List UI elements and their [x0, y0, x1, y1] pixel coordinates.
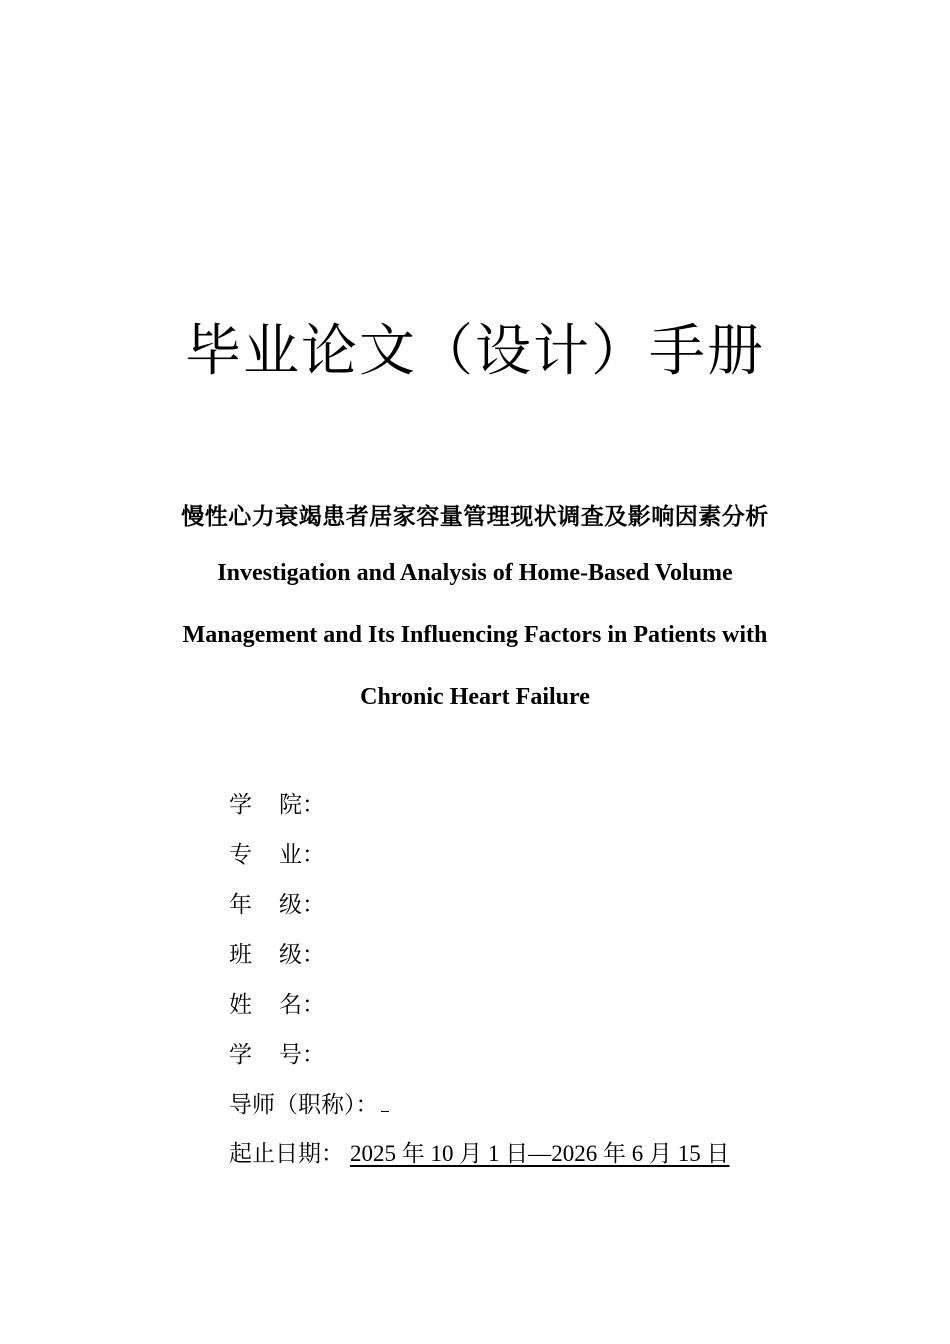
- english-title-line: Investigation and Analysis of Home-Based Volume: [217, 560, 733, 586]
- field-label: 名：: [279, 992, 325, 1018]
- field-label: 学: [229, 792, 252, 818]
- field-label: 级：: [279, 892, 325, 918]
- field-class: [229, 938, 325, 972]
- field-name: [229, 988, 325, 1022]
- field-college: [229, 788, 325, 822]
- advisor-underline: [381, 1091, 389, 1112]
- field-grade: [229, 888, 325, 922]
- main-title: 毕业论文（设计）手册: [185, 319, 765, 384]
- english-title-line: Management and Its Influencing Factors in Patients with: [182, 622, 768, 648]
- field-label: 级：: [279, 942, 325, 968]
- field-advisor: [229, 1088, 389, 1122]
- field-label: 年: [229, 892, 252, 918]
- english-title-line: Chronic Heart Failure: [360, 684, 590, 710]
- field-dates: [229, 1137, 730, 1171]
- field-label: 姓: [229, 992, 252, 1018]
- advisor-label: 导师（职称）：: [229, 1092, 379, 1118]
- dates-value: 2025 年 10 月 1 日—2026 年 6 月 15 日: [350, 1141, 730, 1166]
- field-label: 业：: [279, 842, 325, 868]
- field-label: 班: [229, 942, 252, 968]
- chinese-thesis-title: 慢性心力衰竭患者居家容量管理现状调查及影响因素分析: [181, 504, 769, 530]
- field-major: [229, 838, 325, 872]
- field-label: 号：: [279, 1042, 325, 1068]
- field-student-id: [229, 1038, 325, 1072]
- field-label: 学: [229, 1042, 252, 1068]
- field-label: 专: [229, 842, 252, 868]
- field-label: 院：: [279, 792, 325, 818]
- dates-label: 起止日期：: [229, 1141, 344, 1167]
